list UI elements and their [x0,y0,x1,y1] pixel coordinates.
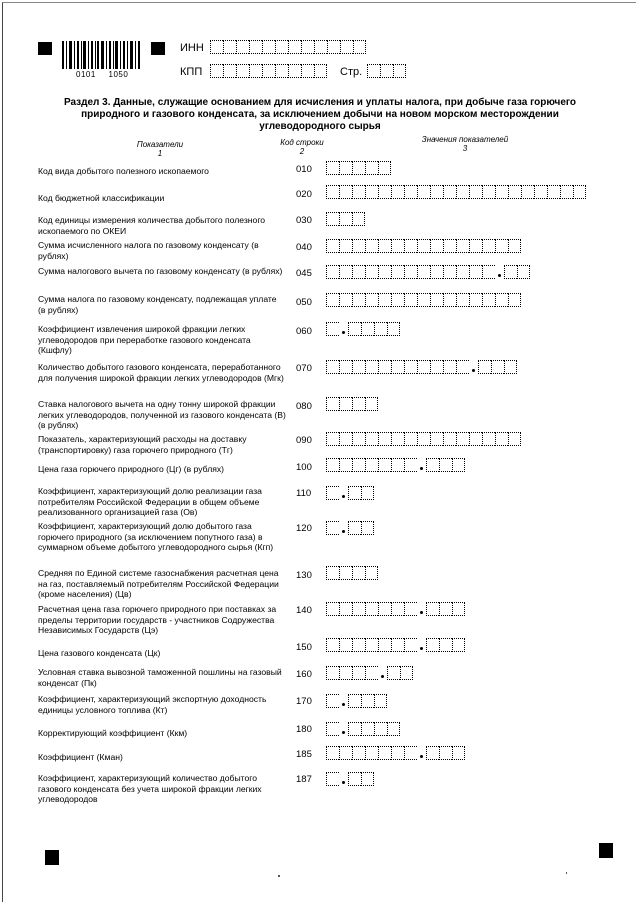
row-label-030: Код единицы измерения количества добытого полезного ископаемого по ОКЕИ [38,215,266,236]
row-code-060: 060 [296,326,312,337]
column-header-indicator-number: 1 [157,149,163,158]
row-code-010: 010 [296,164,312,175]
scan-speck [566,872,567,874]
value-field-030[interactable] [326,212,365,226]
kpp-label: КПП [180,66,203,78]
row-label-130: Средняя по Единой системе газоснабжения расчетная цена на газ, поставляемый потребителям Российской Федерации (кроме населения) (Цв) [38,568,279,599]
row-code-160: 160 [296,669,312,680]
value-field-150[interactable] [326,638,465,652]
column-header-code-label: Код строки [280,138,324,147]
row-label-080: Ставка налогового вычета на одну тонну широкой фракции легких углеводородов, полученной из газового конденсата (В) (в рублях) [38,399,286,430]
registration-marker-bottom-left [45,850,59,865]
row-code-080: 080 [296,401,312,412]
row-label-090: Показатель, характеризующий расходы на доставку (транспортировку) газа горючего природного (Тг) [38,434,247,455]
row-code-185: 185 [296,749,312,760]
page-number-field[interactable] [367,64,406,78]
row-code-090: 090 [296,435,312,446]
value-field-120[interactable] [326,521,374,535]
registration-marker-top-right [151,42,165,55]
row-label-160: Условная ставка вывозной таможенной пошлины на газовый конденсат (Пк) [38,667,282,688]
value-field-140[interactable] [326,602,465,616]
column-header-value [405,135,525,153]
row-label-170: Коэффициент, характеризующий экспортную доходность единицы условного топлива (Кт) [38,694,267,715]
value-field-180[interactable] [326,722,400,736]
row-label-140: Расчетная цена газа горючего природного при поставках за пределы территории государств - участников Содружества Независимых Государств (Цэ) [38,604,277,635]
inn-field[interactable] [210,40,366,54]
row-label-060: Коэффициент извлечения широкой фракции легких углеводородов при переработке газового конденсата (Кшфлу) [38,324,251,355]
barcode-number: 0101 1050 [76,70,129,79]
registration-marker-bottom-right [599,843,613,858]
value-field-010[interactable] [326,161,391,175]
value-field-050[interactable] [326,293,521,307]
section-title: Раздел 3. Данные, служащие основанием для исчисления и уплаты налога, при добыче газа горючего природного и газового конденсата, за исключением добычи на новом морском месторождении углеводородного сырья [63,97,577,132]
page-label: Стр. [340,66,363,78]
value-field-040[interactable] [326,239,521,253]
column-header-code [272,138,332,156]
row-code-070: 070 [296,363,312,374]
row-label-100: Цена газа горючего природного (Цг) (в рублях) [38,464,225,474]
kpp-field[interactable] [210,64,327,78]
row-code-050: 050 [296,297,312,308]
column-header-code-number: 2 [299,147,305,156]
row-label-185: Коэффициент (Кман) [38,752,123,762]
row-label-010: Код вида добытого полезного ископаемого [38,166,209,176]
row-code-110: 110 [296,488,312,499]
value-field-160[interactable] [326,666,413,680]
row-label-050: Сумма налога по газовому конденсату, подлежащая уплате (в рублях) [38,294,277,315]
value-field-100[interactable] [326,458,465,472]
row-label-187: Коэффициент, характеризующий количество добытого газового конденсата без учета широкой фракции легких углеводородов [38,773,262,804]
barcode [62,41,140,69]
scan-speck [278,875,280,877]
value-field-045[interactable] [326,265,530,279]
value-field-020[interactable] [326,185,586,199]
registration-marker-top-left [38,42,52,55]
row-code-150: 150 [296,642,312,653]
value-field-060[interactable] [326,322,400,336]
value-field-090[interactable] [326,432,521,446]
row-code-020: 020 [296,189,312,200]
row-code-130: 130 [296,570,312,581]
row-label-045: Сумма налогового вычета по газовому конденсату (в рублях) [38,266,283,276]
row-label-110: Коэффициент, характеризующий долю реализации газа потребителям Российской Федерации в общем объеме реализованного организацией газа (Ов) [38,486,262,517]
column-header-indicator [100,140,220,158]
value-field-110[interactable] [326,486,374,500]
column-header-indicator-label: Показатели [136,140,184,149]
column-header-value-label: Значения показателей [421,135,509,144]
value-field-170[interactable] [326,694,387,708]
value-field-187[interactable] [326,772,374,786]
row-code-120: 120 [296,523,312,534]
row-code-030: 030 [296,215,312,226]
inn-label: ИНН [180,42,204,54]
row-label-040: Сумма исчисленного налога по газовому конденсату (в рублях) [38,240,259,261]
row-code-170: 170 [296,696,312,707]
row-label-180: Корректирующий коэффициент (Ккм) [38,728,188,738]
column-header-value-number: 3 [462,144,468,153]
row-label-120: Коэффициент, характеризующий долю добытого газа горючего природного (за исключением попутного газа) в суммарном объеме добытого углеводородного сырья (Кгп) [38,521,274,552]
value-field-070[interactable] [326,360,517,374]
row-code-040: 040 [296,242,312,253]
row-code-045: 045 [296,268,312,279]
row-code-140: 140 [296,605,312,616]
row-code-100: 100 [296,462,312,473]
row-code-187: 187 [296,774,312,785]
value-field-185[interactable] [326,746,465,760]
row-label-070: Количество добытого газового конденсата, переработанного для получения широкой фракции легких углеводородов (Мгк) [38,362,284,383]
value-field-130[interactable] [326,566,378,580]
row-label-150: Цена газового конденсата (Цк) [38,648,161,658]
row-code-180: 180 [296,724,312,735]
row-label-020: Код бюджетной классификации [38,193,165,203]
value-field-080[interactable] [326,397,378,411]
